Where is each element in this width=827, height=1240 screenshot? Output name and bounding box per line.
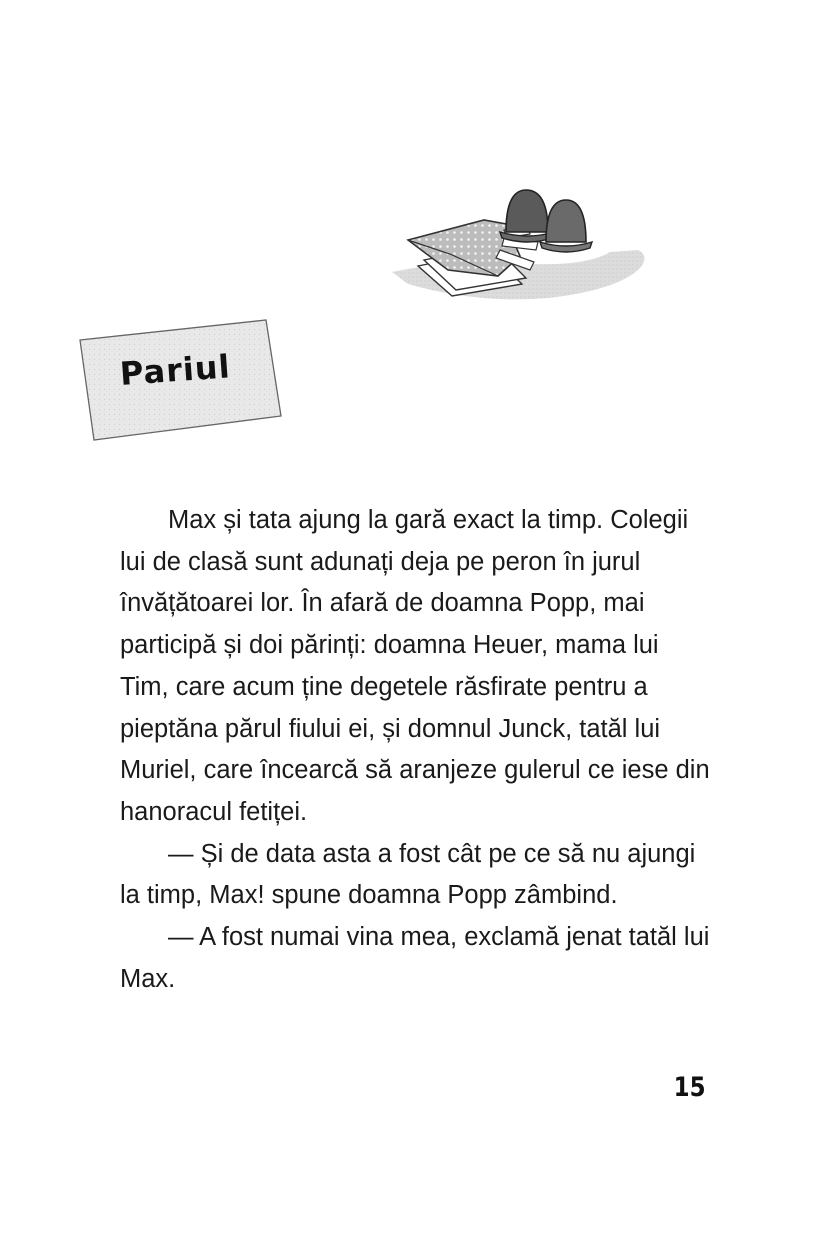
paragraph: — Și de data asta a fost cât pe ce să nu ajungi la timp, Max! spune doamna Popp zâmbind. [120,839,696,910]
page-number: 15 [674,1072,706,1103]
paragraph: — A fost numai vina mea, exclamă jenat tatăl lui Max. [120,923,710,993]
paragraph: Max și tata ajung la gară exact la timp. Colegii lui de clasă sunt adunați deja pe peron în jurul învățătoarei lor. În afară de doamna Popp, mai participă și doi părinți: doamna Heuer, mama lui Tim, care acum ține degetele răsfirate pentru a pieptăna părul fiului ei, și domnul Junck, tatăl lui Muriel, care încearcă să aranjeze gulerul ce iese din hanoracul fetiței. [120,506,710,826]
chapter-body [120,500,710,1000]
chapter-title: Pariul [118,347,232,393]
ticket-and-hats-illustration [388,180,658,340]
